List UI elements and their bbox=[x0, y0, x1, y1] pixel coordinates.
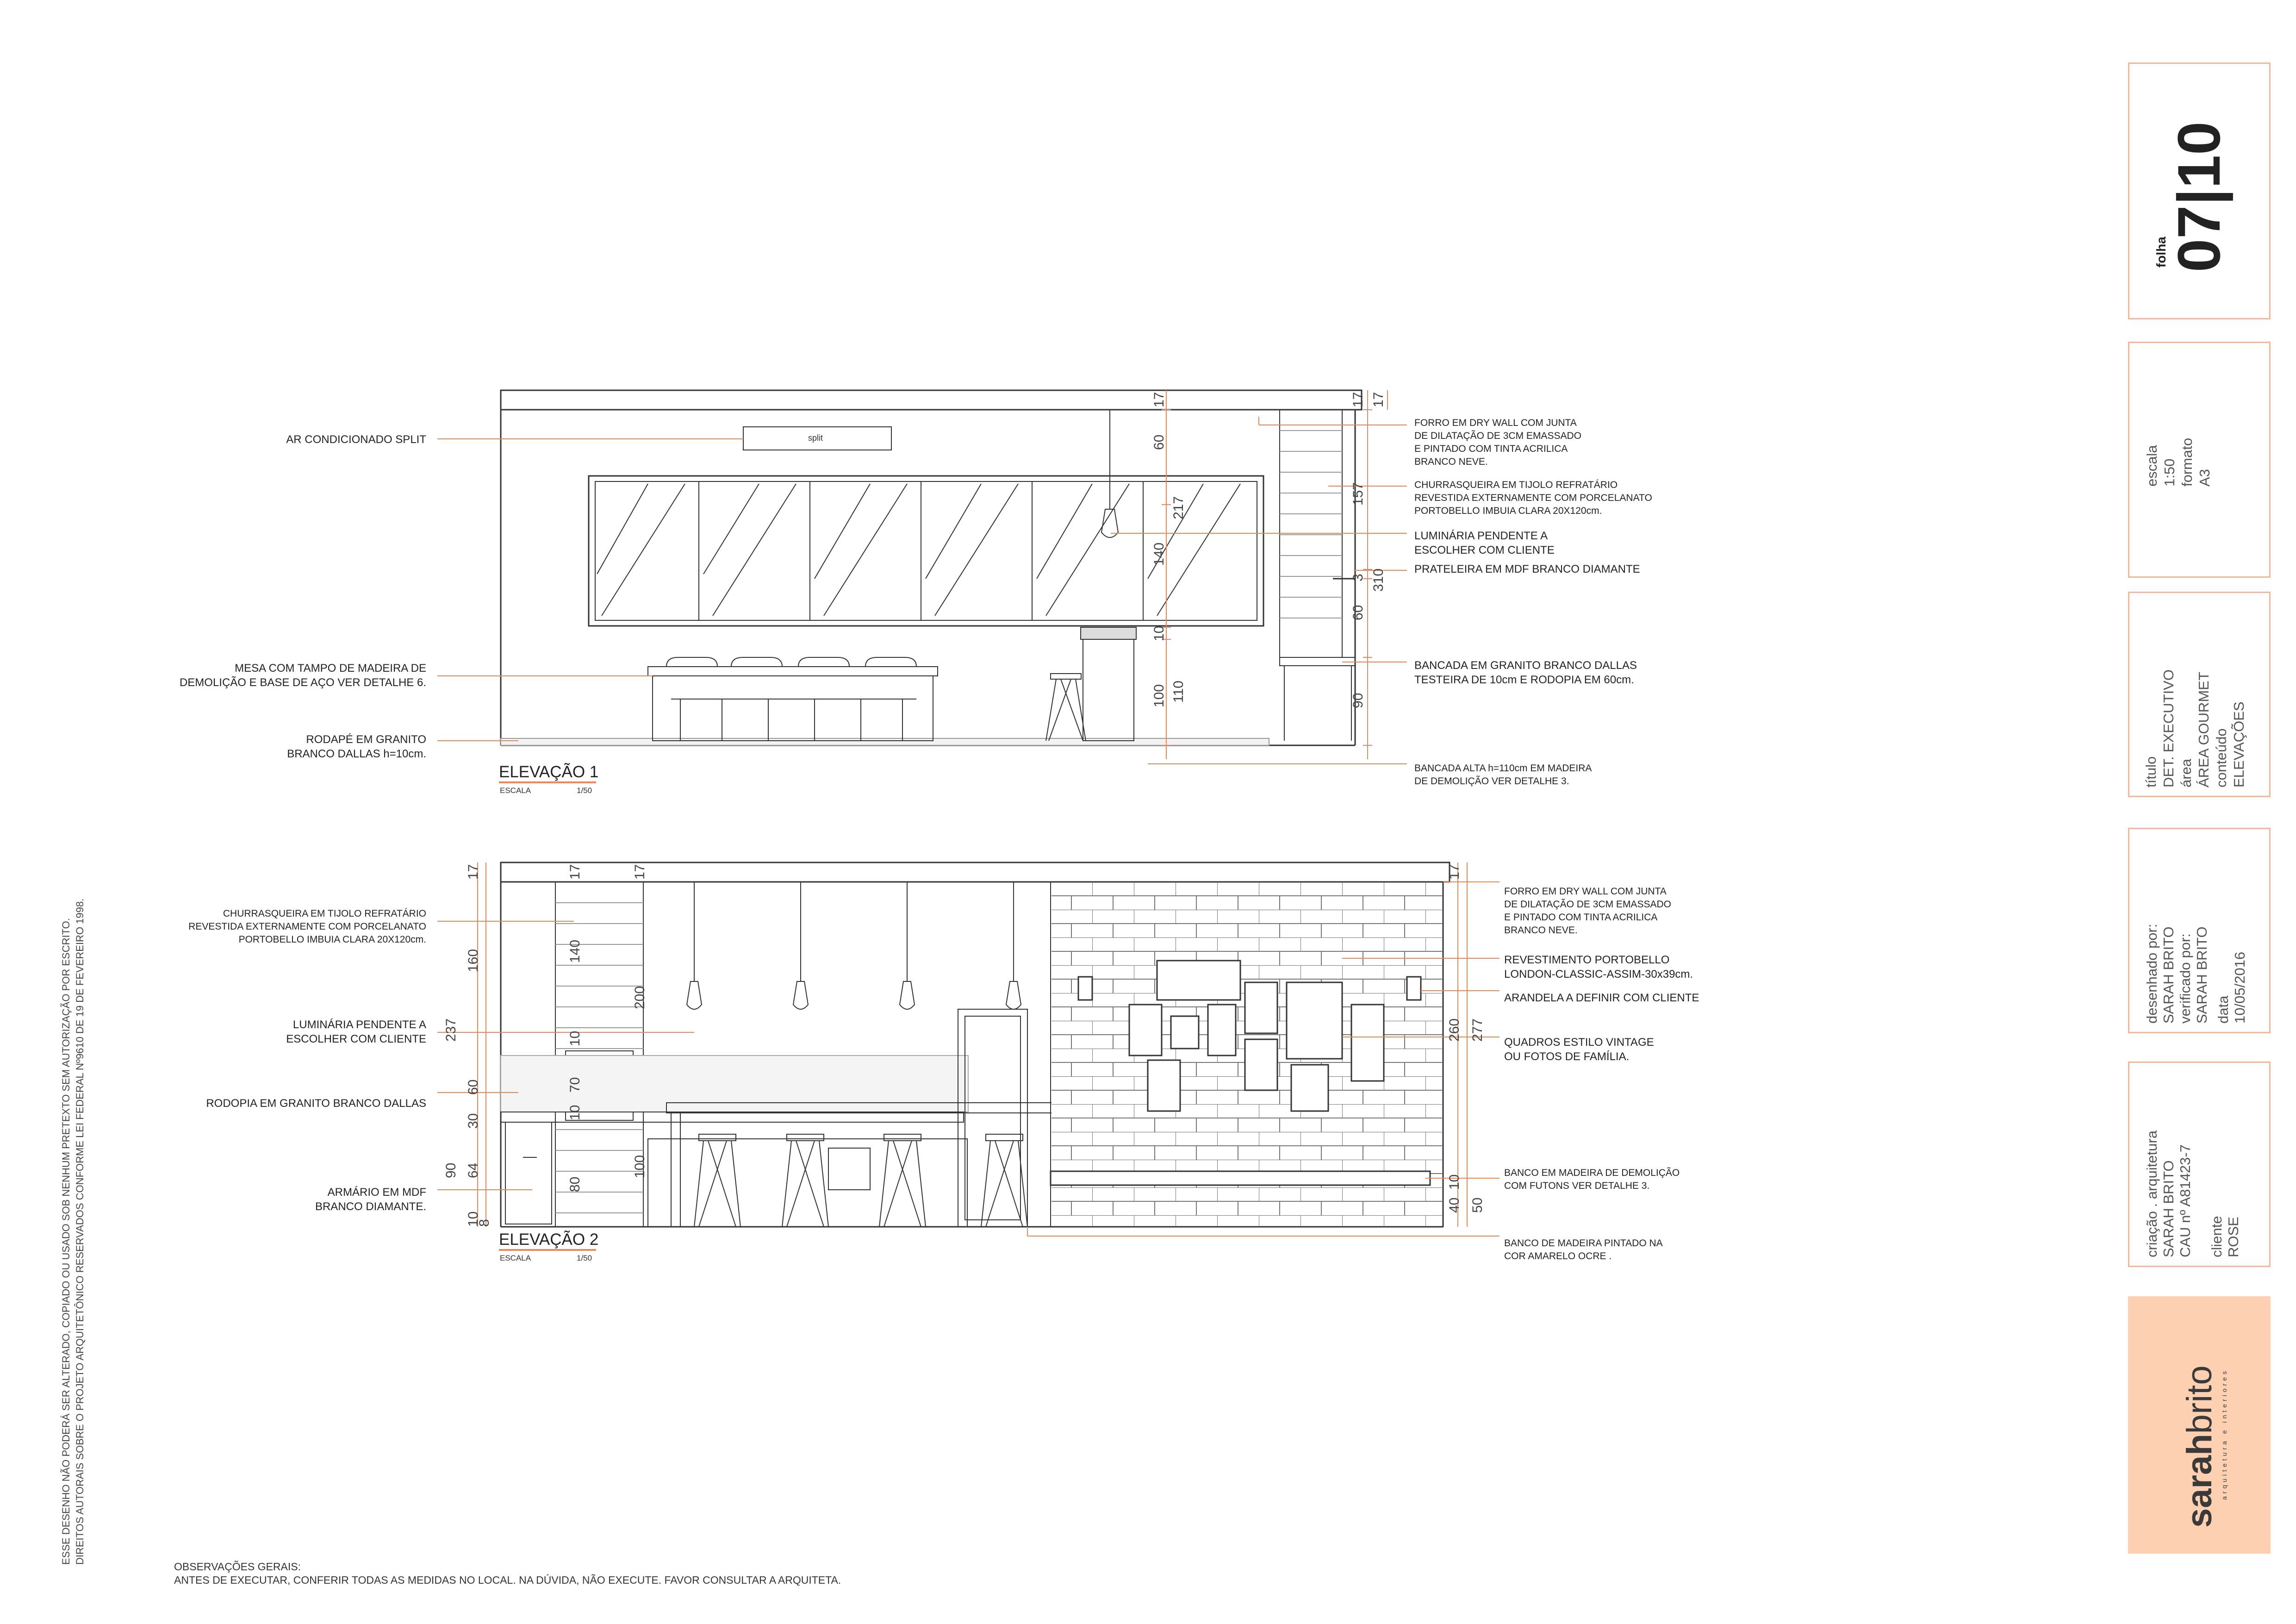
logo-text bbox=[2179, 1365, 2221, 1528]
date-label: data bbox=[2215, 995, 2231, 1024]
elev2-label-bbq bbox=[188, 907, 426, 946]
elevation-2-drawing bbox=[0, 833, 1712, 1296]
elev1-dim-140: 140 bbox=[1151, 542, 1167, 566]
elev2-dim-10: 10 bbox=[466, 1211, 481, 1227]
elevation-1-scale-value: 1/50 bbox=[577, 786, 592, 795]
elev2-label-cladding bbox=[1504, 953, 1693, 981]
copyright-line-1: ESSE DESENHO NÃO PODERÁ SER ALTERADO, COPIADO OU USADO SOB NENHUM PRETEXTO SEM AUTORIZAÇÃO POR ESCRITO. bbox=[60, 918, 72, 1565]
elev2-right-277: 277 bbox=[1470, 1018, 1485, 1042]
observations-title: OBSERVAÇÕES GERAIS: bbox=[174, 1561, 301, 1573]
elev2-label-bench-painted bbox=[1504, 1237, 1663, 1263]
elev1-label-ac-text: AR CONDICIONADO SPLIT bbox=[286, 433, 426, 446]
elev1-label-table-1: MESA COM TAMPO DE MADEIRA DE bbox=[235, 662, 426, 675]
logo-block bbox=[2128, 1296, 2271, 1554]
observations-text: ANTES DE EXECUTAR, CONFERIR TODAS AS MEDIDAS NO LOCAL. NA DÚVIDA, NÃO EXECUTE. FAVOR CONSULTAR A ARQUITETA. bbox=[174, 1574, 841, 1586]
checked-value: SARAH BRITO bbox=[2194, 926, 2210, 1024]
logo-text-bold: sarah bbox=[2180, 1434, 2219, 1528]
elev2-label-bench-4: COR AMARELO OCRE . bbox=[1504, 1251, 1612, 1262]
elev2-dim-160: 160 bbox=[466, 949, 481, 972]
title-block-authors bbox=[2128, 828, 2271, 1033]
elev1-dim-157: 157 bbox=[1350, 482, 1366, 506]
elev2-mid2-200: 200 bbox=[632, 986, 647, 1009]
elev1-label-ac bbox=[286, 432, 426, 447]
elev2-label-cabinet bbox=[315, 1185, 426, 1214]
elev1-label-ceiling-1: FORRO EM DRY WALL COM JUNTA bbox=[1414, 418, 1577, 428]
elev1-label-skirting bbox=[287, 732, 426, 761]
elev1-label-highcounter-2: DE DEMOLIÇÃO VER DETALHE 3. bbox=[1414, 776, 1569, 787]
elev2-label-cabinet-2: BRANCO DIAMANTE. bbox=[315, 1200, 426, 1213]
elev1-dim-310: 310 bbox=[1371, 568, 1386, 592]
elev2-label-sconce-text: ARANDELA A DEFINIR COM CLIENTE bbox=[1504, 992, 1699, 1004]
elev2-label-ceiling-3: E PINTADO COM TINTA ACRILICA bbox=[1504, 912, 1658, 923]
elevation-2-underline bbox=[499, 1249, 596, 1251]
elev2-label-bench-1: BANCO EM MADEIRA DE DEMOLIÇÃO bbox=[1504, 1168, 1680, 1178]
elev1-dim-r17a: 17 bbox=[1350, 392, 1366, 407]
elev1-label-table-2: DEMOLIÇÃO E BASE DE AÇO VER DETALHE 6. bbox=[179, 676, 426, 689]
elev2-mid-10a: 10 bbox=[567, 1031, 583, 1046]
elev1-label-counter-1: BANCADA EM GRANITO BRANCO DALLAS bbox=[1414, 659, 1637, 672]
elev2-mid2-100: 100 bbox=[632, 1155, 647, 1178]
elev1-label-ceiling-4: BRANCO NEVE. bbox=[1414, 456, 1488, 467]
elev2-label-bbq-2: REVESTIDA EXTERNAMENTE COM PORCELANATO bbox=[188, 921, 426, 932]
elev2-label-rodopia-text: RODOPIA EM GRANITO BRANCO DALLAS bbox=[206, 1097, 426, 1110]
format-title: formato bbox=[2179, 437, 2195, 487]
elev2-mid-80: 80 bbox=[567, 1176, 583, 1192]
client-label: cliente bbox=[2209, 1216, 2225, 1257]
logo-tagline: arquitetura e interiores bbox=[2221, 1368, 2228, 1500]
elev1-dim-17: 17 bbox=[1151, 392, 1167, 407]
elev1-dim-90: 90 bbox=[1350, 693, 1366, 708]
area-label: área bbox=[2178, 758, 2194, 787]
elev2-label-ceiling-4: BRANCO NEVE. bbox=[1504, 925, 1578, 936]
observations bbox=[174, 1560, 841, 1587]
elev1-dim-3: 3 bbox=[1350, 574, 1366, 581]
elevation-2-title: ELEVAÇÃO 2 bbox=[499, 1230, 599, 1249]
elev1-label-bbq-3: PORTOBELLO IMBUIA CLARA 20X120cm. bbox=[1414, 506, 1602, 516]
elev2-label-cladding-2: LONDON-CLASSIC-ASSIM-30x39cm. bbox=[1504, 968, 1693, 981]
elev2-label-bbq-1: CHURRASQUEIRA EM TIJOLO REFRATÁRIO bbox=[223, 908, 426, 919]
client-value: ROSE bbox=[2225, 1217, 2241, 1257]
elev1-dim-r60: 60 bbox=[1350, 605, 1366, 620]
elev1-label-skirting-1: RODAPÉ EM GRANITO bbox=[306, 733, 426, 746]
elevation-1-scale-label: ESCALA bbox=[500, 786, 531, 795]
elev2-right-10: 10 bbox=[1447, 1174, 1462, 1190]
elev2-label-bench bbox=[1504, 1167, 1680, 1193]
elev2-label-bench-2: COM FUTONS VER DETALHE 3. bbox=[1504, 1181, 1650, 1191]
title-block-title bbox=[2128, 592, 2271, 797]
content-value: ELEVAÇÕES bbox=[2231, 701, 2247, 787]
elev1-label-lamp-2: ESCOLHER COM CLIENTE bbox=[1414, 544, 1555, 556]
elev1-label-ceiling-2: DE DILATAÇÃO DE 3CM EMASSADO bbox=[1414, 431, 1581, 441]
elev2-label-ceiling-1: FORRO EM DRY WALL COM JUNTA bbox=[1504, 886, 1667, 897]
elev2-label-sconce bbox=[1504, 991, 1699, 1005]
elev2-label-cabinet-1: ARMÁRIO EM MDF bbox=[327, 1186, 426, 1199]
drawn-value: SARAH BRITO bbox=[2160, 926, 2177, 1024]
elevation-2-scale-label: ESCALA bbox=[500, 1254, 531, 1262]
scale-title: escala bbox=[2144, 445, 2160, 487]
title-label: título bbox=[2143, 756, 2159, 787]
elev1-label-bbq-2: REVESTIDA EXTERNAMENTE COM PORCELANATO bbox=[1414, 493, 1652, 503]
elev1-label-shelf bbox=[1414, 562, 1640, 576]
creation-value: SARAH BRITO bbox=[2160, 1160, 2177, 1257]
title-block-scale bbox=[2128, 342, 2271, 578]
elev2-mid-10b: 10 bbox=[567, 1105, 583, 1120]
elev2-mid-140: 140 bbox=[567, 939, 583, 963]
sheet-label: folha bbox=[2154, 237, 2168, 268]
elev2-mid2-17: 17 bbox=[632, 864, 647, 880]
elev1-dim-217: 217 bbox=[1171, 496, 1186, 519]
elev1-label-lamp bbox=[1414, 529, 1555, 557]
elevation-1-underline bbox=[499, 781, 596, 783]
elev1-label-counter-2: TESTEIRA DE 10cm E RODOPIA EM 60cm. bbox=[1414, 674, 1634, 686]
elev1-dim-100: 100 bbox=[1151, 684, 1167, 707]
elev2-mid-17: 17 bbox=[567, 864, 583, 880]
elev1-dim-60: 60 bbox=[1151, 434, 1167, 450]
elev2-dim-30: 30 bbox=[466, 1113, 481, 1129]
elev2-label-lamp-1: LUMINÁRIA PENDENTE A bbox=[292, 1018, 426, 1031]
split-label: split bbox=[808, 433, 823, 443]
copyright-line-2: DIREITOS AUTORAIS SOBRE O PROJETO ARQUITETÔNICO RESERVADOS CONFORME LEI FEDERAL Nº9610 DE 19 DE FEVEREIRO 1998. bbox=[74, 898, 86, 1565]
elev2-dim-8: 8 bbox=[477, 1219, 492, 1227]
elev2-label-frames-1: QUADROS ESTILO VINTAGE bbox=[1504, 1036, 1654, 1049]
elev2-dim-60: 60 bbox=[466, 1079, 481, 1095]
elev1-label-counter bbox=[1414, 658, 1637, 687]
format-value: A3 bbox=[2196, 469, 2213, 487]
elev2-label-lamp bbox=[286, 1018, 426, 1046]
elev2-label-ceiling-2: DE DILATAÇÃO DE 3CM EMASSADO bbox=[1504, 899, 1671, 910]
elev1-label-shelf-text: PRATELEIRA EM MDF BRANCO DIAMANTE bbox=[1414, 563, 1640, 575]
elev2-label-cladding-1: REVESTIMENTO PORTOBELLO bbox=[1504, 954, 1670, 966]
elev2-right-260: 260 bbox=[1447, 1018, 1462, 1042]
elev1-label-ceiling bbox=[1414, 417, 1581, 468]
elev1-dim-110: 110 bbox=[1171, 681, 1186, 703]
elev1-label-bbq bbox=[1414, 479, 1652, 518]
elev1-dim-10: 10 bbox=[1151, 625, 1167, 641]
title-value: DET. EXECUTIVO bbox=[2160, 669, 2177, 787]
logo-text-light: brito bbox=[2180, 1365, 2219, 1434]
elev2-label-ceiling bbox=[1504, 885, 1671, 937]
elev2-label-frames-2: OU FOTOS DE FAMÍLIA. bbox=[1504, 1050, 1630, 1063]
elev2-label-bbq-3: PORTOBELLO IMBUIA CLARA 20X120cm. bbox=[238, 934, 426, 945]
elev2-label-rodopia bbox=[206, 1096, 426, 1111]
elev2-label-frames bbox=[1504, 1035, 1654, 1064]
sheet-number: 07|10 bbox=[2165, 121, 2233, 272]
elevation-1-title: ELEVAÇÃO 1 bbox=[499, 763, 599, 781]
elev1-label-ceiling-3: E PINTADO COM TINTA ACRILICA bbox=[1414, 443, 1568, 454]
cau-number: CAU nº A81423-7 bbox=[2177, 1144, 2193, 1257]
elev2-dim-17: 17 bbox=[466, 864, 481, 880]
scale-value: 1:50 bbox=[2161, 458, 2178, 487]
elev2-right-17: 17 bbox=[1447, 864, 1462, 880]
title-block-sheet bbox=[2128, 62, 2271, 319]
elev2-right-50: 50 bbox=[1470, 1197, 1485, 1213]
elev1-label-highcounter-1: BANCADA ALTA h=110cm EM MADEIRA bbox=[1414, 763, 1592, 774]
drawn-label: desenhado por: bbox=[2144, 924, 2160, 1024]
elev2-label-lamp-2: ESCOLHER COM CLIENTE bbox=[286, 1033, 426, 1045]
elev2-dim-237: 237 bbox=[443, 1018, 459, 1042]
elevation-2-scale-value: 1/50 bbox=[577, 1254, 592, 1262]
elev1-label-lamp-1: LUMINÁRIA PENDENTE A bbox=[1414, 530, 1548, 542]
title-block-creation bbox=[2128, 1062, 2271, 1267]
elev2-dim-64: 64 bbox=[466, 1162, 481, 1178]
area-value: ÁREA GOURMET bbox=[2196, 672, 2212, 787]
elev1-label-table bbox=[180, 661, 426, 690]
content-label: conteúdo bbox=[2213, 728, 2229, 787]
elev2-dim-90: 90 bbox=[443, 1162, 459, 1178]
elev1-label-highcounter bbox=[1414, 762, 1592, 788]
elev2-mid-70: 70 bbox=[567, 1077, 583, 1093]
elev1-label-bbq-1: CHURRASQUEIRA EM TIJOLO REFRATÁRIO bbox=[1414, 480, 1618, 490]
elev1-label-skirting-2: BRANCO DALLAS h=10cm. bbox=[287, 748, 426, 760]
checked-label: verificado por: bbox=[2177, 933, 2193, 1024]
date-value: 10/05/2016 bbox=[2232, 951, 2248, 1024]
creation-label: criação . arquitetura bbox=[2144, 1131, 2160, 1257]
elev1-dim-r17b: 17 bbox=[1371, 392, 1386, 407]
elev2-label-bench-3: BANCO DE MADEIRA PINTADO NA bbox=[1504, 1238, 1663, 1249]
elev2-right-40: 40 bbox=[1447, 1197, 1462, 1213]
